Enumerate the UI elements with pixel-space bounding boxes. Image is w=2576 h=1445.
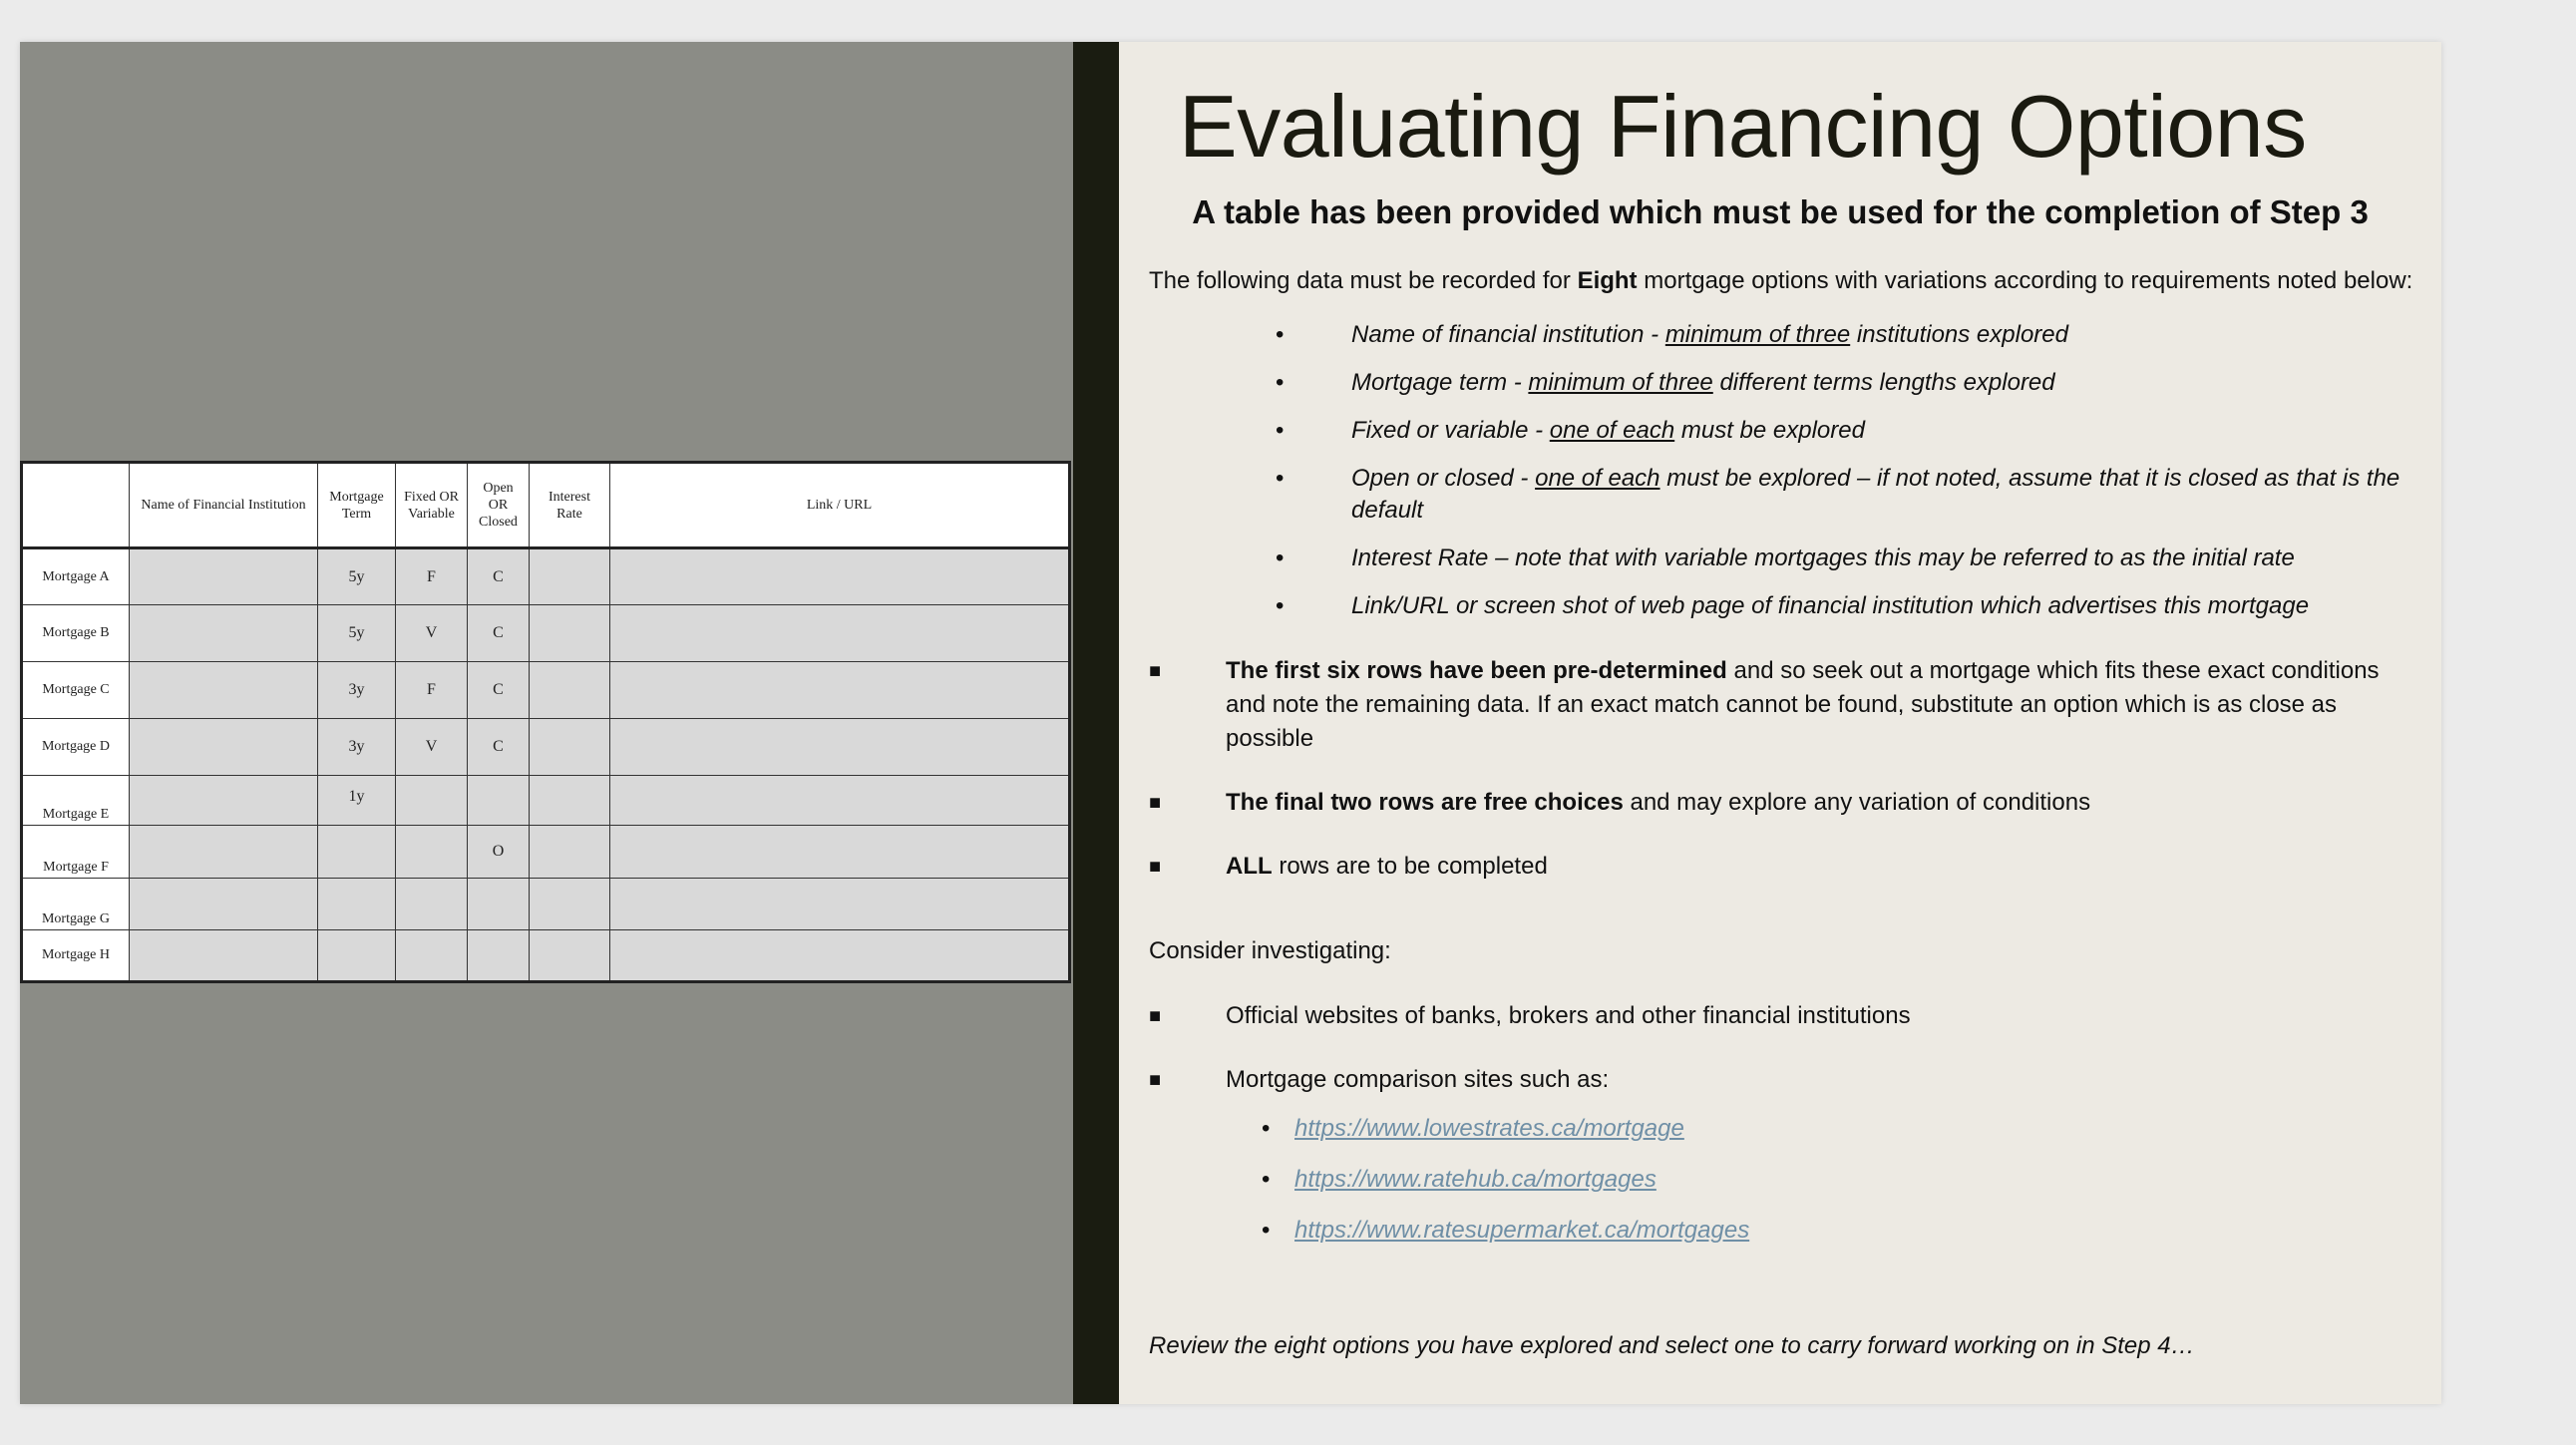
cell-row-label: Mortgage B xyxy=(22,605,130,662)
cell-fixed-variable[interactable] xyxy=(396,930,468,982)
cell-term[interactable] xyxy=(318,879,396,930)
rule-item xyxy=(1119,786,2441,820)
cell-institution[interactable] xyxy=(130,826,318,879)
cell-term[interactable]: 3y xyxy=(318,662,396,719)
header-text-fixed-variable: Fixed OR Variable xyxy=(404,489,459,522)
cell-row-label: Mortgage F xyxy=(22,826,130,879)
cell-interest-rate[interactable] xyxy=(530,776,610,826)
rule-bold: The final two rows are free choices xyxy=(1226,789,1624,816)
bullet-icon: • xyxy=(1276,417,1285,444)
cell-institution[interactable] xyxy=(130,605,318,662)
page-title: Evaluating Financing Options xyxy=(1179,77,2307,176)
cell-link[interactable] xyxy=(610,719,1070,776)
bullet-icon: • xyxy=(1262,1166,1271,1193)
header-text-open-closed: Open OR Closed xyxy=(479,481,518,530)
cell-term[interactable]: 5y xyxy=(318,548,396,605)
table-row xyxy=(22,662,1070,719)
table-row xyxy=(22,826,1070,879)
cell-term[interactable]: 5y xyxy=(318,605,396,662)
requirement-text: Interest Rate – note that with variable mortgages this may be referred to as the initial rate xyxy=(1351,544,2295,571)
list-item xyxy=(1119,542,2441,574)
comparison-site-link[interactable]: https://www.lowestrates.ca/mortgage xyxy=(1294,1115,1684,1142)
requirement-text: Name of financial institution - xyxy=(1351,321,1665,348)
rule-bold: ALL xyxy=(1226,853,1273,880)
cell-row-label: Mortgage A xyxy=(22,548,130,605)
requirement-text-end: different terms lengths explored xyxy=(1712,369,2055,396)
cell-open-closed[interactable] xyxy=(468,776,530,826)
table-row xyxy=(22,879,1070,930)
cell-row-label: Mortgage G xyxy=(22,879,130,930)
link-item xyxy=(1119,1215,2441,1247)
cell-institution[interactable] xyxy=(130,930,318,982)
square-bullet-icon: ■ xyxy=(1149,856,1162,878)
cell-interest-rate[interactable] xyxy=(530,719,610,776)
cell-open-closed[interactable]: C xyxy=(468,662,530,719)
cell-fixed-variable[interactable] xyxy=(396,776,468,826)
left-panel xyxy=(20,42,1073,1404)
header-cell-fixed-variable xyxy=(396,463,468,548)
header-cell-open-closed xyxy=(468,463,530,548)
table-row xyxy=(22,548,1070,605)
requirement-emphasis: minimum of three xyxy=(1528,369,1713,396)
cell-link[interactable] xyxy=(610,930,1070,982)
investigate-item xyxy=(1119,1063,2441,1097)
list-item xyxy=(1119,463,2441,527)
vertical-divider xyxy=(1073,42,1119,1404)
bullet-icon: • xyxy=(1262,1115,1271,1142)
cell-institution[interactable] xyxy=(130,548,318,605)
intro-bold: Eight xyxy=(1577,267,1638,294)
header-cell-term xyxy=(318,463,396,548)
investigate-text: Official websites of banks, brokers and other financial institutions xyxy=(1226,1002,1911,1029)
rule-bold: The first six rows have been pre-determined xyxy=(1226,657,1727,684)
list-item xyxy=(1119,415,2441,447)
cell-interest-rate[interactable] xyxy=(530,548,610,605)
requirement-emphasis: one of each xyxy=(1535,465,1660,492)
bullet-icon: • xyxy=(1276,321,1285,348)
cell-fixed-variable[interactable]: V xyxy=(396,605,468,662)
cell-open-closed[interactable]: C xyxy=(468,719,530,776)
table-row xyxy=(22,719,1070,776)
square-bullet-icon: ■ xyxy=(1149,1005,1162,1027)
requirement-text: Open or closed - xyxy=(1351,465,1536,492)
rules-list xyxy=(1119,654,2441,913)
bullet-icon: • xyxy=(1276,592,1285,619)
requirement-text-end: institutions explored xyxy=(1850,321,2068,348)
cell-institution[interactable] xyxy=(130,719,318,776)
consider-heading: Consider investigating: xyxy=(1149,937,1391,964)
cell-fixed-variable[interactable]: F xyxy=(396,662,468,719)
cell-open-closed[interactable]: O xyxy=(468,826,530,879)
header-text-interest-rate: Interest Rate xyxy=(549,489,590,522)
cell-term[interactable] xyxy=(318,930,396,982)
table-header-row xyxy=(22,463,1070,548)
header-cell-institution: Name of Financial Institution xyxy=(130,463,318,548)
cell-link[interactable] xyxy=(610,776,1070,826)
intro-after: mortgage options with variations according to requirements noted below: xyxy=(1637,267,2413,294)
header-cell-interest-rate xyxy=(530,463,610,548)
requirement-text-end: must be explored – if not noted, assume that it is closed as that is the default xyxy=(1351,465,2400,524)
cell-fixed-variable[interactable] xyxy=(396,826,468,879)
rule-text: and may explore any variation of conditions xyxy=(1623,789,2091,816)
cell-interest-rate[interactable] xyxy=(530,879,610,930)
list-item xyxy=(1119,367,2441,399)
cell-fixed-variable[interactable]: V xyxy=(396,719,468,776)
list-item xyxy=(1119,319,2441,351)
square-bullet-icon: ■ xyxy=(1149,660,1162,682)
cell-link[interactable] xyxy=(610,662,1070,719)
table-row xyxy=(22,930,1070,982)
square-bullet-icon: ■ xyxy=(1149,1069,1162,1091)
cell-interest-rate[interactable] xyxy=(530,605,610,662)
table-body xyxy=(22,548,1070,982)
requirement-emphasis: minimum of three xyxy=(1664,321,1851,348)
bullet-icon: • xyxy=(1276,544,1285,571)
bullet-icon: • xyxy=(1276,465,1285,492)
header-text-term: Mortgage Term xyxy=(329,489,384,522)
cell-open-closed[interactable] xyxy=(468,930,530,982)
requirements-list xyxy=(1119,319,2441,638)
cell-interest-rate[interactable] xyxy=(530,662,610,719)
square-bullet-icon: ■ xyxy=(1149,792,1162,814)
header-cell-link: Link / URL xyxy=(610,463,1070,548)
right-panel xyxy=(1119,42,2441,1404)
cell-interest-rate[interactable] xyxy=(530,826,610,879)
link-item xyxy=(1119,1164,2441,1196)
cell-fixed-variable[interactable] xyxy=(396,879,468,930)
cell-term[interactable]: 1y xyxy=(318,776,396,826)
rule-text: and so seek out a mortgage which fits these exact conditions and note the remaining data. If an exact match cannot be found, substitute an option which is as close as possible xyxy=(1226,657,2380,752)
links-list xyxy=(1119,1113,2441,1265)
requirement-text: Link/URL or screen shot of web page of financial institution which advertises this mortgage xyxy=(1351,592,2310,619)
cell-link[interactable] xyxy=(610,826,1070,879)
header-cell-blank xyxy=(22,463,130,548)
cell-fixed-variable[interactable]: F xyxy=(396,548,468,605)
rule-item xyxy=(1119,850,2441,884)
mortgage-table xyxy=(20,461,1071,983)
cell-institution[interactable] xyxy=(130,879,318,930)
comparison-site-link[interactable]: https://www.ratesupermarket.ca/mortgages xyxy=(1294,1217,1750,1244)
investigate-text: Mortgage comparison sites such as: xyxy=(1226,1066,1610,1093)
bullet-icon: • xyxy=(1276,369,1285,396)
comparison-site-link[interactable]: https://www.ratehub.ca/mortgages xyxy=(1294,1166,1656,1193)
cell-link[interactable] xyxy=(610,548,1070,605)
investigate-item xyxy=(1119,999,2441,1033)
cell-interest-rate[interactable] xyxy=(530,930,610,982)
review-text: Review the eight options you have explored and select one to carry forward working on in Step 4… xyxy=(1149,1332,2195,1359)
cell-term[interactable]: 3y xyxy=(318,719,396,776)
cell-link[interactable] xyxy=(610,605,1070,662)
investigate-list xyxy=(1119,999,2441,1127)
table-row xyxy=(22,605,1070,662)
cell-institution[interactable] xyxy=(130,662,318,719)
rule-text: rows are to be completed xyxy=(1272,853,1548,880)
requirement-text: Mortgage term - xyxy=(1351,369,1529,396)
cell-term[interactable] xyxy=(318,826,396,879)
cell-open-closed[interactable]: C xyxy=(468,548,530,605)
cell-link[interactable] xyxy=(610,879,1070,930)
requirement-text: Fixed or variable - xyxy=(1351,417,1550,444)
intro-before: The following data must be recorded for xyxy=(1149,267,1578,294)
cell-open-closed[interactable] xyxy=(468,879,530,930)
cell-row-label: Mortgage C xyxy=(22,662,130,719)
cell-row-label: Mortgage E xyxy=(22,776,130,826)
intro-text xyxy=(1149,267,2412,295)
cell-open-closed[interactable]: C xyxy=(468,605,530,662)
requirement-emphasis: one of each xyxy=(1549,417,1675,444)
bullet-icon: • xyxy=(1262,1217,1271,1244)
table-row xyxy=(22,776,1070,826)
rule-item xyxy=(1119,654,2441,756)
subtitle: A table has been provided which must be used for the completion of Step 3 xyxy=(1192,193,2369,230)
link-item xyxy=(1119,1113,2441,1145)
cell-row-label: Mortgage H xyxy=(22,930,130,982)
requirement-text-end: must be explored xyxy=(1674,417,1865,444)
cell-institution[interactable] xyxy=(130,776,318,826)
cell-row-label: Mortgage D xyxy=(22,719,130,776)
slide xyxy=(20,42,2441,1404)
list-item xyxy=(1119,590,2441,622)
